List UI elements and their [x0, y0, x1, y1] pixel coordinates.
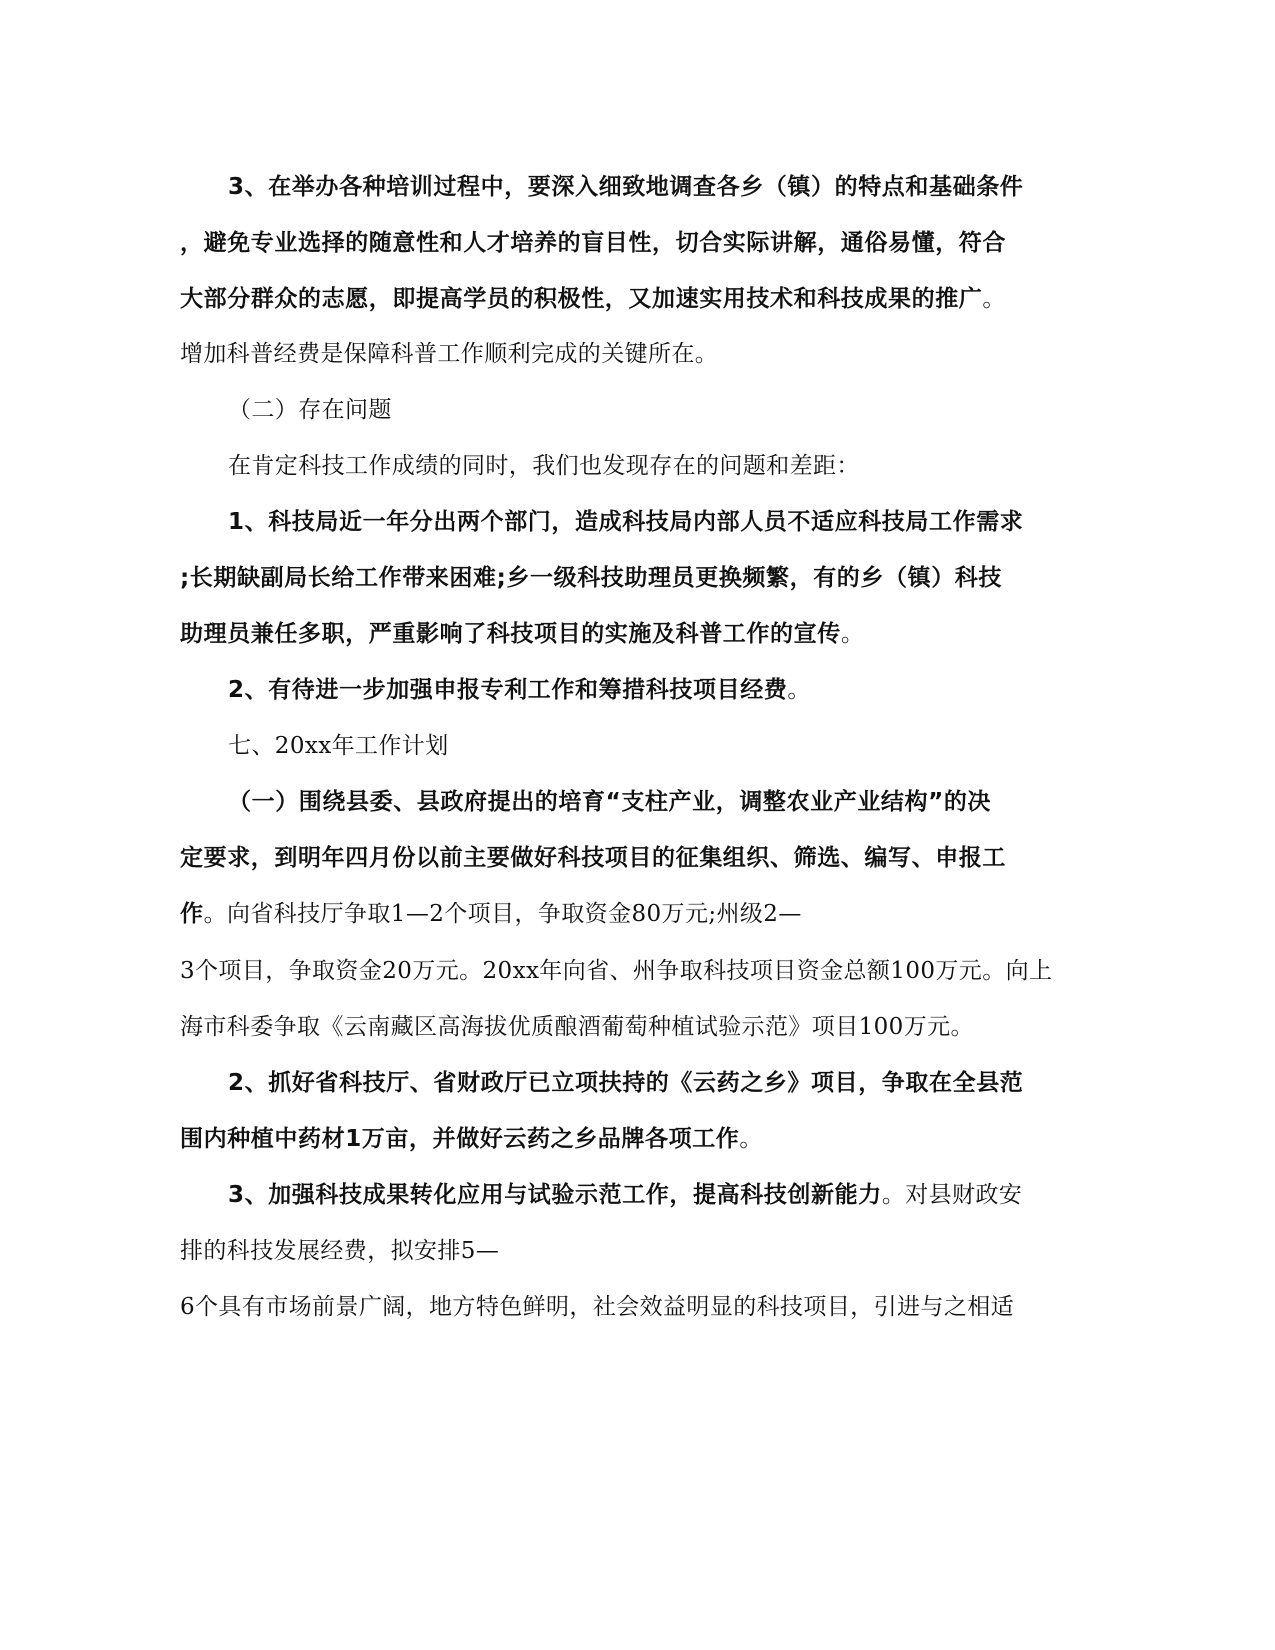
text-run: 定要求，到明年四月份以前主要做好科技项目的征集组织、筛选、编写、申报工	[180, 845, 1006, 871]
para-8-line-1	[228, 1068, 1023, 1098]
text-run: 在肯定科技工作成绩的同时，我们也发现存在的问题和差距：	[228, 453, 860, 479]
text-run: 。向省科技厅争取1—2个项目，争取资金80万元;州级2—	[203, 901, 802, 927]
para-1-line-1	[228, 172, 1023, 202]
text-run: 助理员兼任多职，严重影响了科技项目的实施及科普工作的宣传	[180, 621, 841, 647]
para-7-line-1	[228, 787, 991, 817]
para-9-line-2	[180, 1236, 499, 1266]
text-run: 围内种植中药材1万亩，并做好云药之乡品牌各项工作	[180, 1126, 740, 1152]
para-7-line-2	[180, 843, 1006, 873]
para-4-line-2	[180, 563, 1002, 593]
text-run: 排的科技发展经费，拟安排5—	[180, 1238, 500, 1264]
text-run: 。对县财政安	[881, 1182, 1023, 1208]
para-7-line-4	[180, 956, 1052, 986]
section-heading-work-plan	[228, 731, 449, 761]
para-7-line-5	[180, 1012, 974, 1042]
para-3-line-1	[228, 451, 860, 481]
text-run: 海市科委争取《云南藏区高海拔优质酿酒葡萄种植试验示范》项目100万元。	[180, 1014, 974, 1040]
para-1-line-4	[180, 339, 718, 369]
text-run: 。	[787, 677, 811, 703]
text-run: （二）存在问题	[228, 397, 392, 423]
text-run: 3、在举办各种培训过程中，要深入细致地调查各乡（镇）的特点和基础条件	[228, 174, 1024, 200]
section-heading-problems	[228, 395, 392, 425]
para-7-line-3	[180, 899, 802, 929]
para-9-line-1	[228, 1180, 1022, 1210]
text-run: ;长期缺副局长给工作带来困难;乡一级科技助理员更换频繁，有的乡（镇）科技	[180, 565, 1002, 591]
text-run: （一）围绕县委、县政府提出的培育“支柱产业，调整农业产业结构”的决	[228, 789, 992, 815]
para-8-line-2	[180, 1124, 763, 1154]
text-run: 大部分群众的志愿，即提高学员的积极性，又加速实用技术和科技成果的推广	[180, 286, 983, 312]
text-run: 2、抓好省科技厅、省财政厅已立项扶持的《云药之乡》项目，争取在全县范	[228, 1070, 1024, 1096]
text-run: ，避免专业选择的随意性和人才培养的盲目性，切合实际讲解，通俗易懂，符合	[180, 230, 1006, 256]
text-run: 1、科技局近一年分出两个部门，造成科技局内部人员不适应科技局工作需求	[228, 509, 1024, 535]
para-9-line-3	[180, 1292, 1014, 1322]
text-run: 。	[739, 1126, 763, 1152]
text-run: 。	[840, 621, 865, 647]
text-run: 2、有待进一步加强申报专利工作和筹措科技项目经费	[228, 677, 788, 703]
para-4-line-1	[228, 507, 1023, 537]
para-1-line-2	[180, 228, 1006, 258]
text-run: 增加科普经费是保障科普工作顺利完成的关键所在。	[180, 341, 719, 367]
text-run: 3、加强科技成果转化应用与试验示范工作，提高科技创新能力	[228, 1182, 882, 1208]
text-run: 6个具有市场前景广阔，地方特色鲜明，社会效益明显的科技项目，引进与之相适	[180, 1294, 1015, 1320]
para-5-line-1	[228, 675, 811, 705]
text-run: 作	[180, 901, 204, 927]
para-1-line-3	[180, 284, 1006, 314]
text-run: 3个项目，争取资金20万元。20xx年向省、州争取科技项目资金总额100万元。向上	[180, 958, 1053, 984]
text-run: 。	[982, 286, 1006, 312]
para-4-line-3	[180, 619, 864, 649]
text-run: 七、20xx年工作计划	[228, 733, 449, 759]
